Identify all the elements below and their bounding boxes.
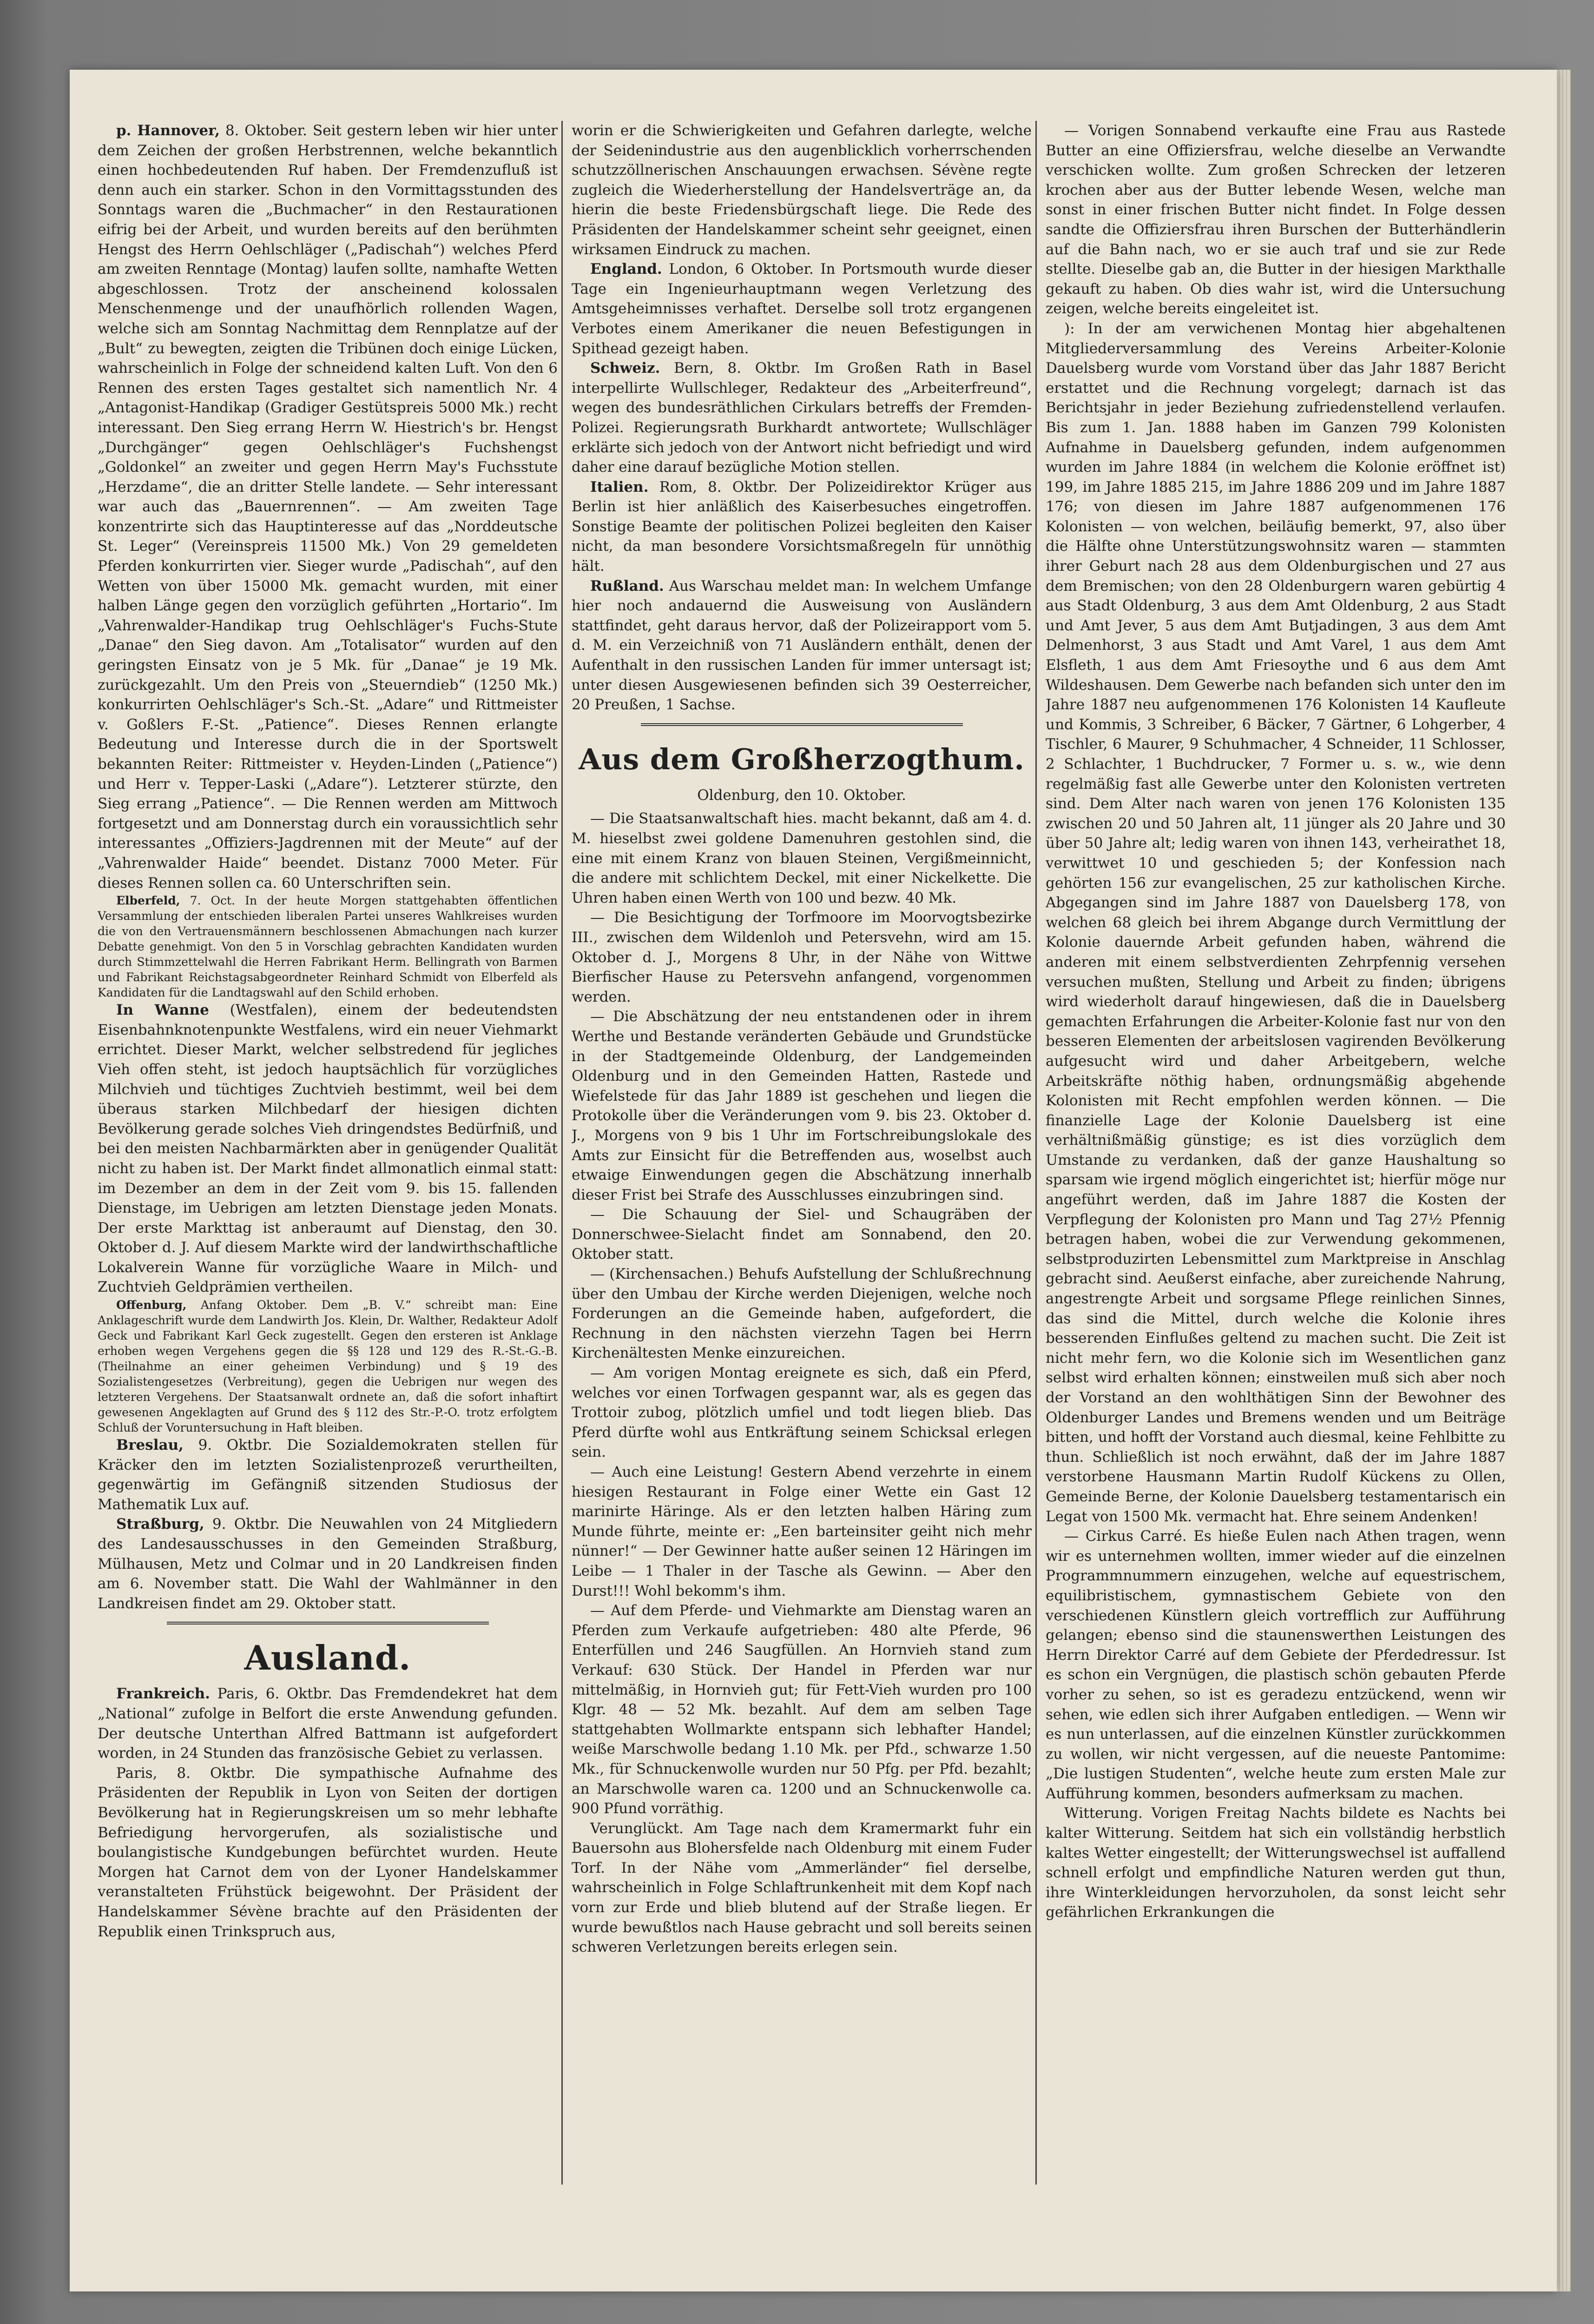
local-news-item (1046, 319, 1506, 1526)
article-text: Paris, 6. Oktbr. Das Fremdendekret hat dem „National“ zufolge in Belfort die erste Anwendung gefunden. Der deutsche Unterthan Alfred Battmann ist aufgefordert worden, in 24 Stunden das französische Gebiet zu verlassen. (98, 1685, 558, 1762)
article-text: (Westfalen), einem der bedeutendsten Eisenbahnknotenpunkte Westfalens, wird ein neuer Viehmarkt errichtet. Dieser Markt, welcher selbstredend für jegliches Vieh offen steht, ist jedoch hauptsächlich für vorzügliches Milchvieh und tüchtiges Zuchtvieh bestimmt, weil bei dem überaus starken Milchbedarf der hiesigen dichten Bevölkerung gerade solches Vieh dringendstes Bedürfniß, und bei den meisten Nachbarmärkten aber in genügender Qualität nicht zu haben ist. Der Markt findet allmonatlich einmal statt: im Dezember an dem in der Zeit vom 9. bis 15. fallenden Dienstage, im Uebrigen am letzten Dienstage jeden Monats. Der erste Markttag ist anberaumt auf Dienstag, den 30. Oktober d. J. Auf diesem Markte wird der landwirthschaftliche Lokalverein Wanne für vorzügliche Waare in Milch- und Zuchtvieh Geldprämien vertheilen. (98, 1002, 558, 1296)
article-schweiz (572, 358, 1032, 477)
article-continued (572, 121, 1032, 259)
article-hannover (98, 121, 558, 893)
local-news-item (572, 1363, 1032, 1462)
column-3 (1046, 121, 1506, 2212)
article-breslau (98, 1435, 558, 1514)
article-text: Bern, 8. Oktbr. Im Großen Rath in Basel interpellirte Wullschleger, Redakteur des „Arbeiterfreund“, wegen des bundesräthlichen Cirkulars betreffs der Fremden-Polizei. Regierungsrath Burkhardt antwortete; Wullschläger erklärte sich jedoch von der Antwort nicht befriedigt und wird daher eine darauf bezügliche Motion stellen. (572, 360, 1032, 476)
article-england (572, 259, 1032, 358)
article-lead: Breslau, (116, 1437, 184, 1454)
column-rule-2 (1035, 121, 1037, 2185)
article-lead: Schweiz. (590, 360, 660, 377)
article-lead: Offenburg, (116, 1298, 187, 1312)
local-news-item (572, 908, 1032, 1007)
article-text: Paris, 8. Oktbr. Die sympathische Aufnahme des Präsidenten der Republik in Lyon von Seiten der dortigen Bevölkerung hat in Regierungskreisen um so mehr lebhafte Befriedigung hervorgerufen, als sozialistische und boulangistische Kundgebungen befürchtet wurden. Heute Morgen hat Carnot dem von der Lyoner Handelskammer veranstalteten Frühstück beigewohnt. Der Präsident der Handelskammer Sévène brachte auf den Präsidenten der Republik einen Trinkspruch aus, (98, 1764, 558, 1940)
article-lead: Italien. (590, 478, 649, 495)
section-divider (167, 1622, 489, 1624)
section-divider (641, 723, 963, 726)
local-news-item (572, 1264, 1032, 1363)
article-text: — (Kirchensachen.) Behufs Aufstellung der Schlußrechnung über den Umbau der Kirche werden Diejenigen, welche noch Forderungen an die Gemeinde haben, aufgefordert, die Rechnung in den nächsten vierzehn Tagen bei Herrn Kirchenältesten Menke einzureichen. (572, 1266, 1032, 1362)
article-text: — Die Staatsanwaltschaft hies. macht bekannt, daß am 4. d. M. hieselbst zwei goldene Damenuhren gestohlen sind, die eine mit einem Kranz von blauen Steinen, Vergißmeinnicht, die andere mit schlichtem Deckel, mit einer Nickelkette. Die Uhren haben einen Werth von 100 und bezw. 40 Mk. (572, 810, 1032, 906)
column-1 (98, 121, 558, 2212)
local-news-item (572, 1462, 1032, 1601)
article-text: — Am vorigen Montag ereignete es sich, daß ein Pferd, welches vor einen Torfwagen gespannt war, als es gegen das Trottoir zubog, plötzlich umfiel und todt liegen blieb. Das Pferd dürfte wohl aus Entkräftung seinem Schicksal erlegen sein. (572, 1365, 1032, 1461)
article-text: Verunglückt. Am Tage nach dem Kramermarkt fuhr ein Bauersohn aus Blohersfelde nach Oldenburg mit einem Fuder Torf. In der Nähe vom „Ammerländer“ fiel derselbe, wahrscheinlich in Folge Schlaftrunkenheit mit dem Kopf nach vorn zur Erde und blieb blutend auf der Straße liegen. Er wurde bewußtlos nach Hause gebracht und soll bereits seinen schweren Verletzungen bereits erlegen sein. (572, 1820, 1032, 1956)
article-text: 7. Oct. In der heute Morgen stattgehabten öffentlichen Versammlung der entschieden liberalen Partei unseres Wahlkreises wurden die von den Vertrauensmännern beschlossenen Abmachungen nach kurzer Debatte genehmigt. Von den 5 in Vorschlag gebrachten Kandidaten wurden durch Stimmzettelwahl die Herren Fabrikant Herm. Bellingrath von Barmen und Fabrikant Reichstagsabgeordneter Reinhard Schmidt von Elberfeld als Kandidaten für die Landtagswahl auf den Schild erhoben. (98, 894, 558, 1000)
section-heading-grossherzogthum: Aus dem Großherzogthum. (579, 742, 1025, 776)
article-wanne (98, 1000, 558, 1297)
article-text: — Auf dem Pferde- und Viehmarkte am Dienstag waren an Pferden zum Verkaufe aufgetrieben: 480 alte Pferde, 96 Enterfüllen und 246 Saugfüllen. An Hornvieh stand zum Verkauf: 630 Stück. Der Handel in Pferden war nur mittelmäßig, in Hornvieh gut; für Fett-Vieh wurden pro 100 Klgr. 48 — 52 Mk. bezahlt. Auf dem am selben Tage stattgehabten Wollmarkte entspann sich lebhafter Handel; weiße Marschwolle bedang 1.10 Mk. per Pfd., schwarze 1.50 Mk., für Schnuckenwolle wurden nur 50 Pfg. per Pfd. bezahlt; an Marschwolle waren ca. 1200 und an Schnuckenwolle ca. 900 Pfund vorräthig. (572, 1602, 1032, 1817)
local-news-item (572, 1205, 1032, 1264)
local-news-item (1046, 121, 1506, 319)
article-lead: Straßburg, (116, 1516, 204, 1533)
article-frankreich (98, 1684, 558, 1763)
article-paris (98, 1763, 558, 1941)
section-heading-ausland: Ausland. (244, 1638, 411, 1678)
article-lead: In Wanne (116, 1002, 209, 1019)
local-news-item (572, 1601, 1032, 1819)
article-text: Rom, 8. Oktbr. Der Polizeidirektor Krüger aus Berlin ist hier anläßlich des Kaiserbesuches eingetroffen. Sonstige Beamte der politischen Polizei begleiten den Kaiser nicht, da man besondere Vorsichtsmaßregeln für unnöthig hält. (572, 478, 1032, 575)
article-strassburg (98, 1514, 558, 1613)
article-text: — Auch eine Leistung! Gestern Abend verzehrte in einem hiesigen Restaurant in Folge einer Wette ein Gast 12 marinirte Häringe. Als er den letzten halben Häring zum Munde führte, meinte er: „Een barteinsiter geiht nich mehr nünner!“ — Der Gewinner hatte außer seinen 12 Häringen im Leibe — 1 Thaler in der Tasche als Gewinn. — Aber den Durst!!! Wohl bekomm's ihm. (572, 1464, 1032, 1599)
article-lead: England. (590, 261, 662, 278)
article-text: 9. Oktbr. Die Neuwahlen von 24 Mitgliedern des Landesausschusses in den Gemeinden Straßburg, Mülhausen, Metz und Colmar und in 20 Landkreisen finden am 6. November statt. Die Wahl der Wahlmänner in den Landkreisen findet am 29. Oktober statt. (98, 1516, 558, 1612)
article-lead: Elberfeld, (116, 894, 180, 908)
article-text: — Cirkus Carré. Es hieße Eulen nach Athen tragen, wenn wir es unternehmen wollten, immer wieder auf die einzelnen Programmnummern einzugehen, welche auf equestrischem, equilibristischem, gymnastischem Gebiete von den verschiedenen Künstlern gleich vortrefflich zur Aufführung gelangen; ebenso sind die staunenswerthen Leistungen des Herrn Direktor Carré auf dem Gebiete der Pferdedressur. Ist es schon ein Vergnügen, die plastisch schön gebauten Pferde vorher zu sehen, so ist es geradezu entzückend, wenn wir sehen, wie edlen sich ihrer Aufgaben entledigen. — Wenn wir es nun unterlassen, auf die einzelnen Künstler zurückkommen zu wollen, wir nicht vergessen, auf die neueste Pantomime: „Die lustigen Studenten“, welche heute zum ersten Male zur Aufführung kommen, besonders aufmerksam zu machen. (1046, 1528, 1506, 1802)
article-russland (572, 576, 1032, 715)
article-text: Witterung. Vorigen Freitag Nachts bildete es Nachts bei kalter Witterung. Seitdem hat sich ein vollständig herbstlich kaltes Wetter eingestellt; der Witterungswechsel ist auffallend schnell erfolgt und empfindliche Naturen werden gut thun, ihre Winterkleidungen hervorzuholen, da sonst leicht sehr gefährlichen Erkrankungen die (1046, 1805, 1506, 1921)
article-text: — Die Schauung der Siel- und Schaugräben der Donnerschwee-Sielacht findet am Sonnabend, den 20. Oktober statt. (572, 1206, 1032, 1263)
article-elberfeld (98, 893, 558, 1000)
local-news-item (572, 1819, 1032, 1957)
local-news-item (572, 809, 1032, 908)
article-text: — Vorigen Sonnabend verkaufte eine Frau aus Rastede Butter an eine Offiziersfrau, welche dieselbe an Verwandte verschicken wollte. Zum großen Schrecken der letzeren krochen aber aus der Butter lebende Wesen, welche man sonst in einer frischen Butter nicht findet. In Folge dessen sandte die Offiziersfrau ihren Burschen der Butterhändlerin auf die Bahn nach, wo er sie auch traf und sie zur Rede stellte. Dieselbe gab an, die Butter in der hiesigen Markthalle gekauft zu haben. Ob dies wahr ist, wird die Untersuchung zeigen, welche bereits eingeleitet ist. (1046, 122, 1506, 317)
article-text: London, 6 Oktober. In Portsmouth wurde dieser Tage ein Ingenieurhauptmann wegen Verletzung des Amtsgeheimnisses verhaftet. Derselbe soll trotz ergangenen Verbotes einem Amerikaner die neuen Befestigungen in Spithead gezeigt haben. (572, 261, 1032, 357)
article-lead: Rußland. (590, 577, 664, 594)
local-news-item (1046, 1526, 1506, 1803)
column-rule-1 (561, 121, 563, 2185)
local-news-item (572, 1007, 1032, 1205)
article-lead: p. Hannover, (116, 122, 220, 139)
article-text: 9. Oktbr. Die Sozialdemokraten stellen für Kräcker den im letzten Sozialistenprozeß verurtheilten, gegenwärtig im Gefängniß sitzenden Studiosus der Mathematik Lux auf. (98, 1437, 558, 1513)
article-lead: Frankreich. (116, 1685, 210, 1703)
article-text: ): In der am verwichenen Montag hier abgehaltenen Mitgliederversammlung des Vereins Arbeiter-Kolonie Dauelsberg wurde vom Vorstand über das Jahr 1887 Bericht erstattet und die Rechnung vorgelegt; darnach ist das Berichtsjahr in jeder Beziehung zufriedenstellend verlaufen. Bis zum 1. Jan. 1888 haben im Ganzen 799 Kolonisten Aufnahme in Dauelsberg gefunden, indem aufgenommen wurden im Jahre 1884 (in welchem die Kolonie eröffnet ist) 199, im Jahre 1885 215, im Jahre 1886 209 und im Jahre 1887 176; von diesen im Jahre 1887 aufgenommenen 176 Kolonisten — von welchen, beiläufig bemerkt, 97, also über die Hälfte ohne Unterstützungswohnsitz waren — stammten ihrer Geburt nach 28 aus dem Oldenburgischen und 27 aus dem Bremischen; von den 28 Oldenburgern waren gebürtig 4 aus Stadt Oldenburg, 3 aus dem Amt Oldenburg, 2 aus Stadt und Amt Jever, 5 aus dem Amt Butjadingen, 3 aus dem Amt Delmenhorst, 3 aus Stadt und Amt Varel, 1 aus dem Amt Elsfleth, 1 aus dem Amt Friesoythe und 6 aus dem Amt Wildeshausen. Dem Gewerbe nach befanden sich unter den im Jahre 1887 neu aufgenommenen 176 Kolonisten 14 Kaufleute und Kommis, 3 Schreiber, 6 Bäcker, 7 Gärtner, 6 Lohgerber, 4 Tischler, 6 Maurer, 9 Schuhmacher, 4 Schneider, 11 Schlosser, 2 Schlachter, 1 Buchdrucker, 7 Former u. s. w., wie denn regelmäßig fast alle Gewerbe unter den Kolonisten vertreten sind. Dem Alter nach waren von jenen 176 Kolonisten 135 zwischen 20 und 50 Jahren alt, 11 jünger als 20 Jahre und 30 über 50 Jahre alt; ledig waren von ihnen 143, verheirathet 18, verwittwet 10 und geschieden 5; der Konfession nach gehörten 156 zur evangelischen, 25 zur katholischen Kirche. Abgegangen sind im Jahre 1887 von Dauelsberg 178, von welchen 68 gleich bei ihrem Abgange durch Vermittlung der Kolonie dauernde Arbeit gefunden haben, während die anderen mit einem selbstverdienten Zehrpfennig versehen versuchen mußten, Stellung und Arbeit zu finden; übrigens wird wiederholt darauf hingewiesen, daß die in Dauelsberg gemachten Erfahrungen die Arbeiter-Kolonie fast nur von den besseren Elementen der arbeitslosen vagirenden Bevölkerung aufgesucht wird und daher Arbeitgebern, welche Arbeitskräfte nöthig haben, ordnungsmäßig abgehende Kolonisten mit Recht empfohlen werden können. — Die finanzielle Lage der Kolonie Dauelsberg ist eine verhältnißmäßig günstige; es ist dies vorzüglich dem Umstande zu verdanken, daß der ganze Haushaltung so sparsam wie irgend möglich eingerichtet ist; hierfür möge nur angeführt werden, daß im Jahre 1887 die Kosten der Verpflegung der Kolonisten pro Mann und Tag 27½ Pfennig betragen haben, wobei die zur Verwendung gekommenen, selbstproduzirten Lebensmittel zum Marktpreise in Anschlag gebracht sind. Aeußerst einfache, aber zureichende Nahrung, angestrengte Arbeit und sorgsame Pflege reinlichen Sinnes, das sind die Mittel, durch welche die Kolonie ihres besserenden Einflußes geltend zu machen sucht. Die Zeit ist nicht mehr fern, wo die Kolonie sich im Wesentlichen ganz selbst wird erhalten können; einstweilen muß sich aber noch der Vorstand an den wohlthätigen Sinn der Bewohner des Oldenburger Landes und Bremens wenden und um Beiträge bitten, und hofft der Vorstand auch diesmal, keine Fehlbitte zu thun. Schließlich ist noch erwähnt, daß der im Jahre 1887 verstorbene Hausmann Martin Rudolf Kückens zu Ollen, Gemeinde Berne, der Kolonie Dauelsberg testamentarisch ein Legat von 1500 Mk. vermacht hat. Ehre seinem Andenken! (1046, 320, 1506, 1525)
article-italien (572, 477, 1032, 576)
article-text: — Die Besichtigung der Torfmoore im Moorvogtsbezirke III., zwischen dem Wildenloh und Petersvehn, wird am 15. Oktober d. J., Morgens 8 Uhr, in der Nähe von Wittwe Bierfischer Hause zu Petersvehn anfangend, vorgenommen werden. (572, 909, 1032, 1005)
local-news-item (1046, 1803, 1506, 1922)
article-text: Anfang Oktober. Dem „B. V.“ schreibt man: Eine Anklageschrift wurde dem Landwirth Jos. Klein, Dr. Walther, Redakteur Adolf Geck und Fabrikant Karl Geck zugestellt. Gegen den ersteren ist Anklage erhoben wegen Vergehens gegen die §§ 128 und 129 des R.-St.-G.-B. (Theilnahme an einer geheimen Verbindung) und § 19 des Sozialistengesetzes (Verbreitung), gegen die Uebrigen nur wegen des letzteren Vergehens. Der Staatsanwalt ordnete an, daß die sofort inhaftirt gewesenen Angeklagten auf Grund des § 112 des Str.-P.-O. trotz erfolgtem Schluß der Voruntersuchung in Haft bleiben. (98, 1298, 558, 1435)
article-text: worin er die Schwierigkeiten und Gefahren darlegte, welche der Seidenindustrie aus den augenblicklich vorherrschenden schutzzöllnerischen Anschauungen erwachsen. Sévène regte zugleich die Wiederherstellung der Handelsverträge an, da hierin die beste Friedensbürgschaft liege. Die Rede des Präsidenten der Handelskammer scheint sehr geeignet, einen wirksamen Eindruck zu machen. (572, 122, 1032, 258)
dateline: Oldenburg, den 10. Oktober. (697, 786, 906, 804)
article-text: Aus Warschau meldet man: In welchem Umfange hier noch andauernd die Ausweisung von Ausländern stattfindet, geht daraus hervor, daß der Polizeirapport vom 5. d. M. ein Verzeichniß von 71 Ausländern enthält, denen der Aufenthalt in den russischen Landen für immer untersagt ist; unter diesen Ausgewiesenen befinden sich 39 Oesterreicher, 20 Preußen, 1 Sachse. (572, 577, 1032, 713)
article-text: — Die Abschätzung der neu entstandenen oder in ihrem Werthe und Bestande veränderten Gebäude und Grundstücke in der Stadtgemeinde Oldenburg, der Landgemeinden Oldenburg und in den Gemeinden Hatten, Rastede und Wiefelstede für das Jahr 1889 ist geschehen und liegen die Protokolle über die Veränderungen vom 9. bis 23. Oktober d. J., Morgens von 9 bis 1 Uhr im Fortschreibungslokale des Amts zur Einsicht für die Betreffenden aus, woselbst auch etwaige Einwendungen gegen die Abschätzung innerhalb dieser Frist bei Strafe des Ausschlusses einzubringen sind. (572, 1008, 1032, 1203)
article-text: 8. Oktober. Seit gestern leben wir hier unter dem Zeichen der großen Herbstrennen, welche bekanntlich einen hochbedeutenden Ruf haben. Der Fremdenzufluß ist denn auch ein starker. Schon in den Vormittagsstunden des Sonntags waren die „Buchmacher“ in den Restaurationen eifrig bei der Arbeit, und wurden bereits auf den berühmten Hengst des Herrn Oehlschläger („Padischah“) welches Pferd am zweiten Renntage (Montag) laufen sollte, namhafte Wetten abgeschlossen. Trotz der anscheinend kolossalen Menschenmenge und der unaufhörlich rollenden Wagen, welche sich am Sonntag Nachmittag dem Rennplatze auf der „Bult“ zu bewegten, zeigten die Tribünen doch einige Lücken, wahrscheinlich in Folge der schneidend kalten Luft. Von den 6 Rennen des ersten Tages gestaltet sich namentlich Nr. 4 „Antagonist-Handikap (Gradiger Gestütspreis 5000 Mk.) recht interessant. Den Sieg errang Herrn W. Hiestrich's br. Hengst „Durchgänger“ gegen Oehlschläger's Fuchshengst „Goldonkel“ an zweiter und gegen Herrn May's Fuchsstute „Herzdame“, die an dritter Stelle landete. — Sehr interessant war auch das „Bauernrennen“. — Am zweiten Tage konzentrirte sich das Hauptinteresse auf das „Norddeutsche St. Leger“ (Vereinspreis 11500 Mk.) Von 29 gemeldeten Pferden konkurrirten vier. Sieger wurde „Padischah“, auf den Wetten von über 15000 Mk. gemacht wurden, mit einer halben Länge gegen den vorzüglich geführten „Hortario“. Im „Vahrenwalder-Handikap trug Oehlschläger's Fuchs-Stute „Danae“ den Sieg davon. Am „Totalisator“ wurden auf den geringsten Einsatz von je 5 Mk. für „Danae“ je 19 Mk. zurückgezahlt. Um den Preis von „Steuerndieb“ (1250 Mk.) konkurrirten Oehlschläger's Sch.-St. „Adare“ und Rittmeister v. Goßlers F.-St. „Patience“. Dieses Rennen erlangte Bedeutung und Interesse durch die in der Sportswelt bekannten Reiter: Rittmeister v. Heyden-Linden („Patience“) und Herr v. Tepper-Laski („Adare“). Letzterer stürzte, den Sieg errang „Patience“. — Die Rennen werden am Mittwoch fortgesetzt und am Donnerstag durch ein voraussichtlich sehr interessantes „Offiziers-Jagdrennen mit der Meute“ auf der „Vahrenwalder Haide“ beendet. Distanz 7000 Meter. Für dieses Rennen sollen ca. 60 Unterschriften sein. (98, 122, 558, 891)
article-offenburg (98, 1297, 558, 1435)
column-2 (572, 121, 1032, 2212)
